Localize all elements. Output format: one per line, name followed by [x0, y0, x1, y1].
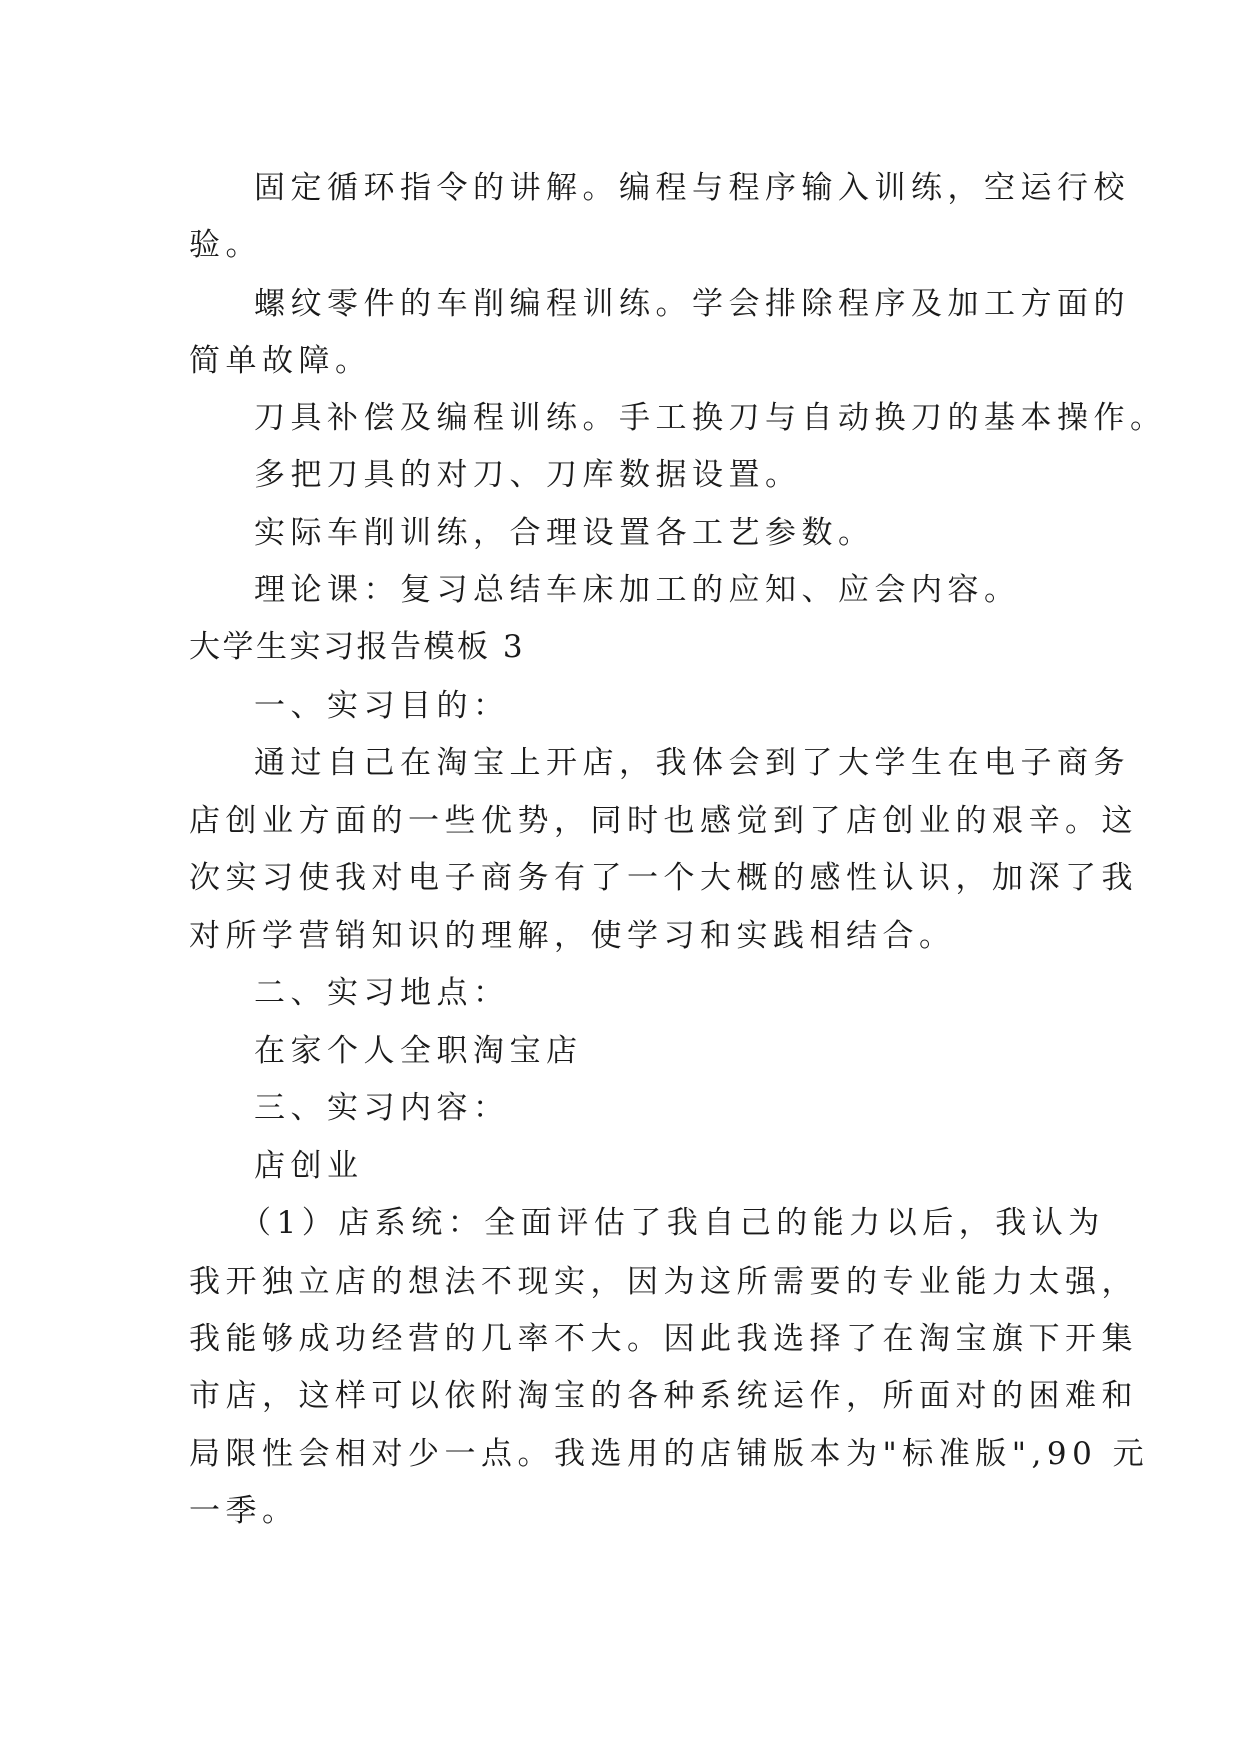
subheading-line: 二、实习地点： — [254, 975, 510, 1011]
paragraph-line: 实际车削训练，合理设置各工艺参数。 — [254, 515, 875, 551]
paragraph-line: 我开独立店的想法不现实，因为这所需要的专业能力太强， — [189, 1264, 1138, 1300]
subheading-line: 一、实习目的： — [254, 688, 510, 724]
paragraph-line: 简单故障。 — [189, 343, 372, 379]
paragraph-line: 在家个人全职淘宝店 — [254, 1033, 583, 1069]
paragraph-line: 局限性会相对少一点。我选用的店铺版本为"标准版",90 元 — [189, 1436, 1150, 1472]
paragraph-line: 固定循环指令的讲解。编程与程序输入训练，空运行校 — [254, 170, 1130, 206]
paragraph-line: 刀具补偿及编程训练。手工换刀与自动换刀的基本操作。 — [254, 400, 1167, 436]
paragraph-line: 螺纹零件的车削编程训练。学会排除程序及加工方面的 — [254, 286, 1130, 322]
paragraph-line: 多把刀具的对刀、刀库数据设置。 — [254, 457, 802, 493]
paragraph-line: 市店，这样可以依附淘宝的各种系统运作，所面对的困难和 — [189, 1378, 1138, 1414]
paragraph-line: 对所学营销知识的理解，使学习和实践相结合。 — [189, 918, 956, 954]
paragraph-line: 验。 — [189, 227, 262, 263]
paragraph-line: 次实习使我对电子商务有了一个大概的感性认识，加深了我 — [189, 860, 1138, 896]
paragraph-line: 我能够成功经营的几率不大。因此我选择了在淘宝旗下开集 — [189, 1321, 1138, 1357]
paragraph-line: （1）店系统：全面评估了我自己的能力以后，我认为 — [240, 1205, 1105, 1241]
paragraph-line: 店创业方面的一些优势，同时也感觉到了店创业的艰辛。这 — [189, 803, 1138, 839]
section-title: 大学生实习报告模板 3 — [189, 629, 526, 665]
paragraph-line: 一季。 — [189, 1493, 299, 1529]
paragraph-line: 店创业 — [254, 1148, 364, 1184]
paragraph-line: 通过自己在淘宝上开店，我体会到了大学生在电子商务 — [254, 745, 1130, 781]
subheading-line: 三、实习内容： — [254, 1090, 510, 1126]
paragraph-line: 理论课：复习总结车床加工的应知、应会内容。 — [254, 572, 1021, 608]
